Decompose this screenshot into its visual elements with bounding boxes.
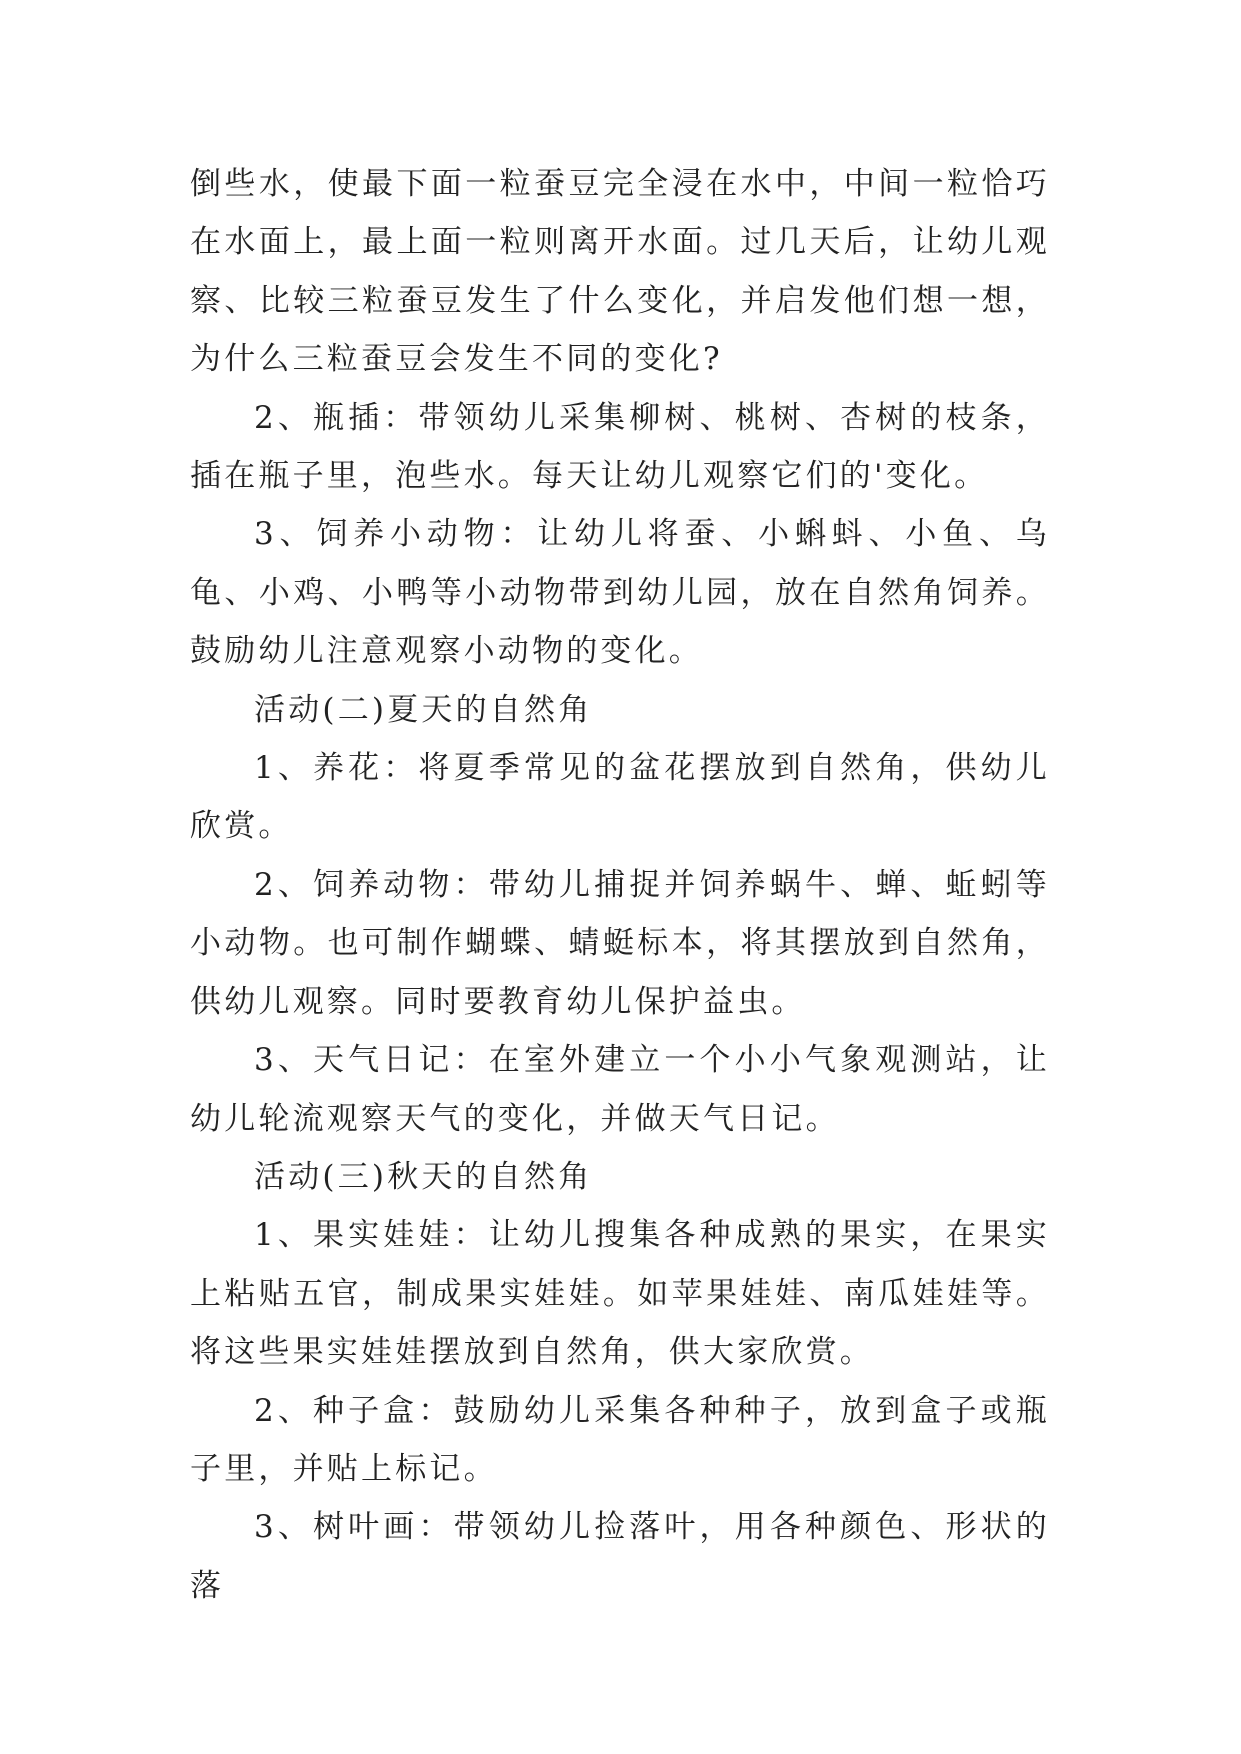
paragraph: 2、饲养动物：带幼儿捕捉并饲养蜗牛、蝉、蚯蚓等小动物。也可制作蝴蝶、蜻蜓标本，将其摆放到自然角，供幼儿观察。同时要教育幼儿保护益虫。 (190, 866, 1050, 1020)
paragraph: 倒些水，使最下面一粒蚕豆完全浸在水中，中间一粒恰巧在水面上，最上面一粒则离开水面。过几天后，让幼儿观察、比较三粒蚕豆发生了什么变化，并启发他们想一想，为什么三粒蚕豆会发生不同的变化? (190, 166, 1050, 378)
paragraph: 3、树叶画：带领幼儿捡落叶，用各种颜色、形状的落 (190, 1509, 1050, 1604)
paragraph: 1、果实娃娃：让幼儿搜集各种成熟的果实，在果实上粘贴五官，制成果实娃娃。如苹果娃娃、南瓜娃娃等。将这些果实娃娃摆放到自然角，供大家欣赏。 (190, 1217, 1050, 1371)
paragraph: 3、天气日记：在室外建立一个小小气象观测站，让幼儿轮流观察天气的变化，并做天气日记。 (190, 1042, 1050, 1137)
document-body (190, 155, 1050, 1615)
paragraph: 1、养花：将夏季常见的盆花摆放到自然角，供幼儿欣赏。 (190, 750, 1050, 845)
section-heading: 活动(二)夏天的自然角 (254, 691, 593, 728)
paragraph: 3、饲养小动物：让幼儿将蚕、小蝌蚪、小鱼、乌龟、小鸡、小鸭等小动物带到幼儿园，放在自然角饲养。鼓励幼儿注意观察小动物的变化。 (190, 516, 1050, 670)
paragraph: 2、瓶插：带领幼儿采集柳树、桃树、杏树的枝条，插在瓶子里，泡些水。每天让幼儿观察它们的'变化。 (190, 399, 1050, 495)
section-heading: 活动(三)秋天的自然角 (254, 1158, 593, 1195)
paragraph: 2、种子盒：鼓励幼儿采集各种种子，放到盒子或瓶子里，并贴上标记。 (190, 1392, 1050, 1487)
